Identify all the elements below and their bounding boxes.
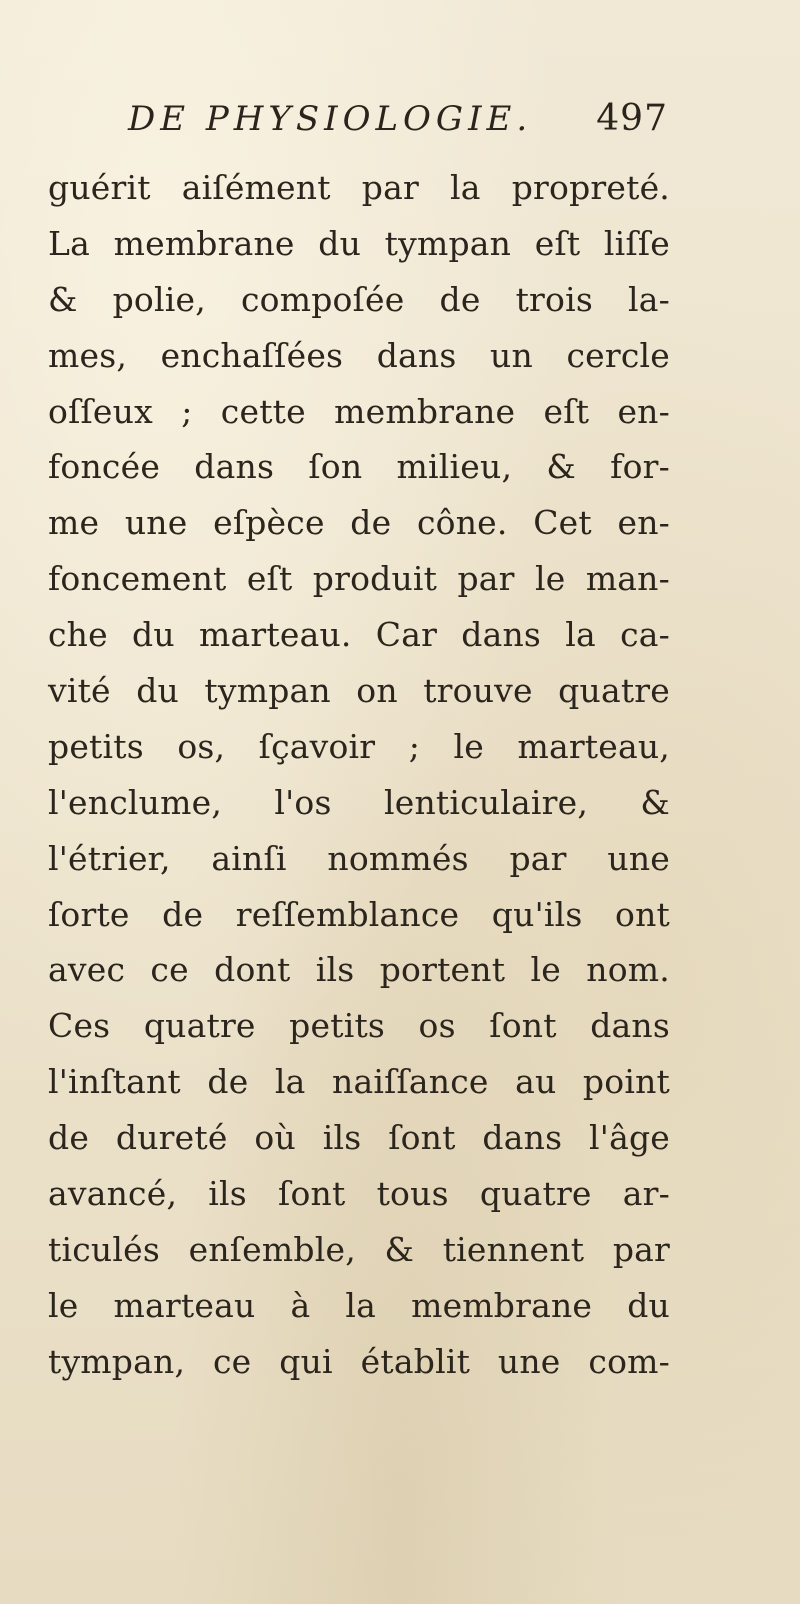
page-number: 497 <box>596 98 668 139</box>
text-line: oſſeux ; cette membrane eſt en- <box>48 391 670 431</box>
text-line: foncement eſt produit par le man- <box>48 559 670 599</box>
text-line: mes, enchaſſées dans un cercle <box>48 335 670 375</box>
text-line: La membrane du tympan eſt liſſe <box>48 223 670 263</box>
text-line: le marteau à la membrane du <box>48 1285 670 1325</box>
text-line: me une eſpèce de cône. Cet en- <box>48 503 670 543</box>
text-line: foncée dans ſon milieu, & for- <box>48 447 670 487</box>
text-line: ticulés enſemble, & tiennent par <box>48 1229 670 1269</box>
text-line: tympan, ce qui établit une com- <box>48 1341 670 1381</box>
text-line: l'étrier, ainſi nommés par une <box>48 838 670 878</box>
body-text <box>48 160 670 1390</box>
text-line: l'enclume, l'os lenticulaire, & <box>48 782 670 822</box>
text-line: de dureté où ils ſont dans l'âge <box>48 1118 670 1158</box>
text-line: petits os, ſçavoir ; le marteau, <box>48 726 670 766</box>
text-line: & polie, compoſée de trois la- <box>48 279 670 319</box>
running-head <box>128 98 668 160</box>
text-line: avancé, ils ſont tous quatre ar- <box>48 1174 670 1214</box>
text-line: ſorte de reſſemblance qu'ils ont <box>48 894 670 934</box>
text-line: vité du tympan on trouve quatre <box>48 671 670 711</box>
text-line: l'inſtant de la naiſſance au point <box>48 1062 670 1102</box>
text-line: Ces quatre petits os ſont dans <box>48 1006 670 1046</box>
text-line: che du marteau. Car dans la ca- <box>48 615 670 655</box>
running-title: DE PHYSIOLOGIE. <box>128 99 533 139</box>
text-line: avec ce dont ils portent le nom. <box>48 950 670 990</box>
text-line: guérit aiſément par la propreté. <box>48 168 670 207</box>
